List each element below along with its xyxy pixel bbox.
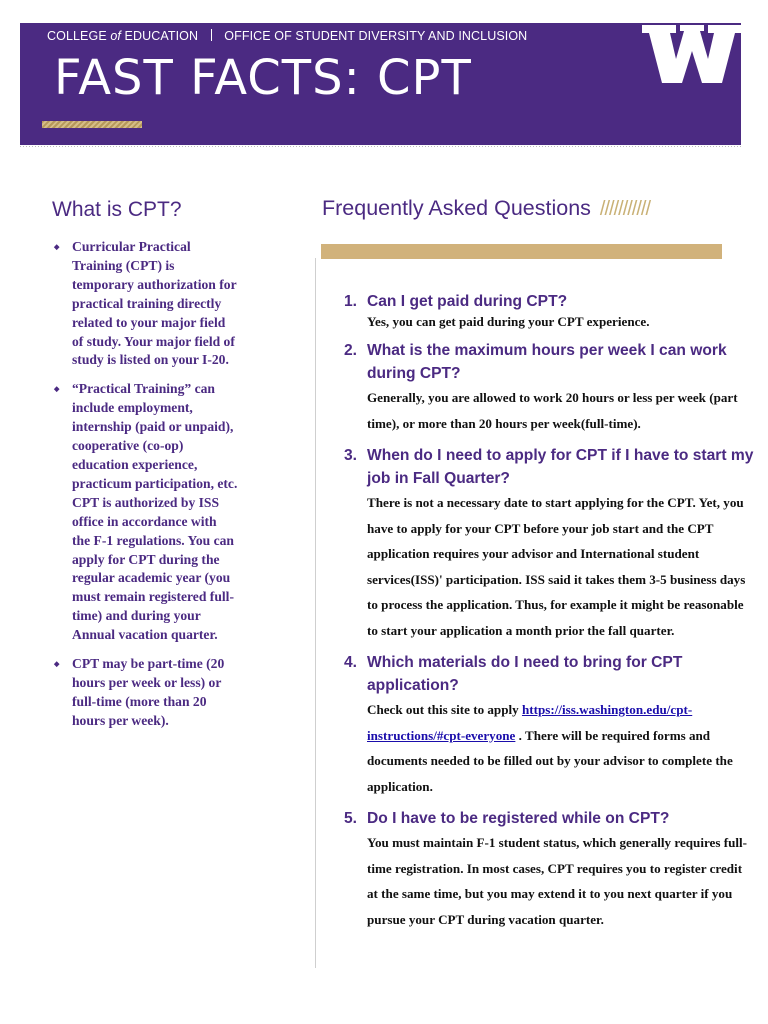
list-item: [53, 238, 238, 370]
faq-question: [344, 444, 754, 490]
college-suffix: EDUCATION: [124, 29, 199, 43]
diamond-bullet-icon: ◆: [54, 385, 60, 394]
header-meta: [47, 29, 527, 43]
decorative-slashes: ///////////: [599, 198, 651, 220]
faq-question-text: When do I need to apply for CPT if I have to start my job in Fall Quarter?: [367, 447, 754, 487]
faq-item: [344, 444, 754, 643]
faq-heading: [322, 196, 650, 221]
list-item: [53, 655, 238, 731]
faq-question-text: Can I get paid during CPT?: [367, 293, 568, 310]
gold-accent-bar: [42, 121, 142, 128]
header-separator: [211, 29, 212, 41]
office-name: OFFICE OF STUDENT DIVERSITY AND INCLUSION: [224, 29, 528, 43]
faq-answer: You must maintain F-1 student status, which generally requires full-time registration. In most cases, CPT requires you to register credit at the same time, but you may extend it to you next quarter if you pursue your CPT during vacation quarter.: [367, 835, 747, 927]
faq-number: 3.: [344, 447, 358, 464]
faq-question: [344, 807, 754, 830]
faq-number: 1.: [344, 293, 358, 310]
faq-answer: Yes, you can get paid during your CPT experience.: [367, 314, 650, 329]
list-item-text: “Practical Training” can include employment, internship (paid or unpaid), cooperative (co-op) education experience, practicum participation, etc. CPT is authorized by ISS office in accordance with the F-1 regulations. You can apply for CPT during the regular academic year (you must remain registered full-time) and during your Annual vacation quarter.: [72, 381, 238, 643]
faq-heading-text: Frequently Asked Questions: [322, 196, 591, 220]
faq-question-text: Do I have to be registered while on CPT?: [367, 810, 670, 827]
faq-question: [344, 651, 754, 697]
faq-number: 4.: [344, 654, 358, 671]
faq-answer: Generally, you are allowed to work 20 hours or less per week (part time), or more than 20 hours per week(full-time).: [367, 390, 738, 431]
list-item-text: Curricular Practical Training (CPT) is temporary authorization for practical training directly related to your major field of study. Your major field of study is listed on your I-20.: [72, 239, 237, 368]
diamond-bullet-icon: ◆: [54, 243, 60, 251]
column-divider: [315, 258, 316, 968]
diamond-bullet-icon: ◆: [54, 660, 60, 669]
faq-answer: [367, 697, 754, 799]
faq-item: [344, 807, 754, 932]
faq-list: [344, 290, 754, 940]
list-item: [53, 380, 238, 645]
answer-pre-text: Check out this site to apply: [367, 702, 522, 717]
faq-question-text: Which materials do I need to bring for CPT application?: [367, 654, 683, 694]
faq-item: [344, 339, 754, 436]
faq-number: 5.: [344, 810, 358, 827]
faq-question: [344, 290, 754, 313]
tan-accent-bar: [321, 244, 722, 259]
what-is-cpt-heading: What is CPT?: [52, 198, 182, 221]
faq-item: [344, 651, 754, 799]
faq-question: [344, 339, 754, 385]
answer-post-text: . There will be required forms and documents needed to be filled out by your advisor to complete the application.: [367, 727, 733, 794]
cpt-bullet-list: [53, 238, 238, 741]
faq-number: 2.: [344, 342, 358, 359]
college-of: of: [110, 29, 121, 43]
list-item-text: CPT may be part-time (20 hours per week or less) or full-time (more than 20 hours per week).: [72, 656, 225, 728]
page-title: FAST FACTS: CPT: [54, 50, 472, 106]
cpt-instructions-link[interactable]: https://iss.washington.edu/cpt-instructions/#cpt-everyone: [367, 702, 693, 743]
college-prefix: COLLEGE: [47, 29, 107, 43]
uw-logo-icon: [642, 25, 742, 83]
faq-item: [344, 290, 754, 331]
header-divider: [20, 146, 741, 147]
faq-answer: There is not a necessary date to start applying for the CPT. Yet, you have to apply for your CPT before your job start and the CPT application requires your advisor and International student services(ISS)' participation. ISS said it takes them 3-5 business days to process the application. Thus, for example it might be reasonable to start your application a month prior the fall quarter.: [367, 495, 746, 638]
faq-question-text: What is the maximum hours per week I can work during CPT?: [367, 342, 727, 382]
header-banner: [20, 23, 741, 145]
